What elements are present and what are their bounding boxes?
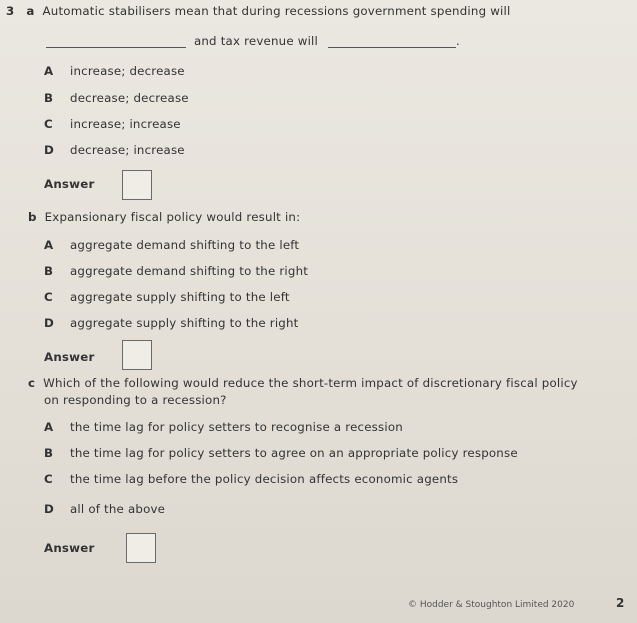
part-b-option-d[interactable]: aggregate supply shifting to the right — [70, 316, 299, 330]
part-c-letter: c — [28, 376, 36, 390]
part-c-option-c[interactable]: the time lag before the policy decision affects economic agents — [70, 472, 459, 486]
blank-1[interactable] — [46, 47, 186, 48]
question-3c-stem-line2 — [44, 393, 227, 407]
part-a-option-d-letter: D — [44, 143, 54, 157]
part-a-option-d[interactable]: decrease; increase — [70, 143, 185, 157]
part-a-stem-end: . — [455, 34, 460, 48]
part-b-option-a[interactable]: aggregate demand shifting to the left — [70, 238, 300, 252]
part-a-option-c[interactable]: increase; increase — [70, 117, 181, 131]
part-b-option-d-letter: D — [44, 316, 54, 330]
question-3a-stem-line2 — [46, 34, 460, 48]
part-a-option-b-letter: B — [44, 91, 53, 105]
part-c-option-a[interactable]: the time lag for policy setters to recognise a recession — [70, 420, 403, 434]
part-c-stem-text-1: Which of the following would reduce the short-term impact of discretionary fiscal policy — [43, 376, 578, 390]
part-c-option-b[interactable]: the time lag for policy setters to agree on an appropriate policy response — [70, 446, 518, 460]
part-b-answer-box[interactable] — [122, 340, 152, 370]
question-3c-stem-line1 — [28, 376, 578, 390]
question-3a-stem-line1 — [6, 4, 511, 18]
part-c-option-d[interactable]: all of the above — [70, 502, 166, 516]
part-a-stem-mid: and tax revenue will — [193, 34, 319, 48]
part-a-answer-box[interactable] — [122, 170, 152, 200]
part-c-option-b-letter: B — [44, 446, 53, 460]
part-b-option-b[interactable]: aggregate demand shifting to the right — [70, 264, 309, 278]
part-c-option-c-letter: C — [44, 472, 53, 486]
part-c-answer-label: Answer — [44, 541, 95, 555]
part-a-option-b[interactable]: decrease; decrease — [70, 91, 189, 105]
part-a-option-a[interactable]: increase; decrease — [70, 64, 185, 78]
part-b-option-a-letter: A — [44, 238, 54, 252]
part-b-letter: b — [28, 210, 37, 224]
part-c-answer-box[interactable] — [126, 533, 156, 563]
part-b-stem-text: Expansionary fiscal policy would result in: — [44, 210, 301, 224]
part-b-option-b-letter: B — [44, 264, 53, 278]
part-a-letter: a — [26, 4, 35, 18]
question-3b-stem — [28, 210, 300, 224]
part-a-option-a-letter: A — [44, 64, 54, 78]
question-number: 3 — [6, 4, 15, 18]
part-a-option-c-letter: C — [44, 117, 53, 131]
part-c-option-a-letter: A — [44, 420, 54, 434]
part-b-option-c[interactable]: aggregate supply shifting to the left — [70, 290, 290, 304]
part-c-stem-text-2: on responding to a recession? — [44, 393, 227, 407]
part-b-answer-label: Answer — [44, 350, 95, 364]
part-b-option-c-letter: C — [44, 290, 53, 304]
blank-2[interactable] — [328, 47, 456, 48]
page-number: 2 — [616, 596, 625, 610]
part-c-option-d-letter: D — [44, 502, 54, 516]
part-a-answer-label: Answer — [44, 177, 95, 191]
copyright-notice: © Hodder & Stoughton Limited 2020 — [408, 600, 575, 610]
part-a-stem-text: Automatic stabilisers mean that during recessions government spending will — [42, 4, 511, 18]
